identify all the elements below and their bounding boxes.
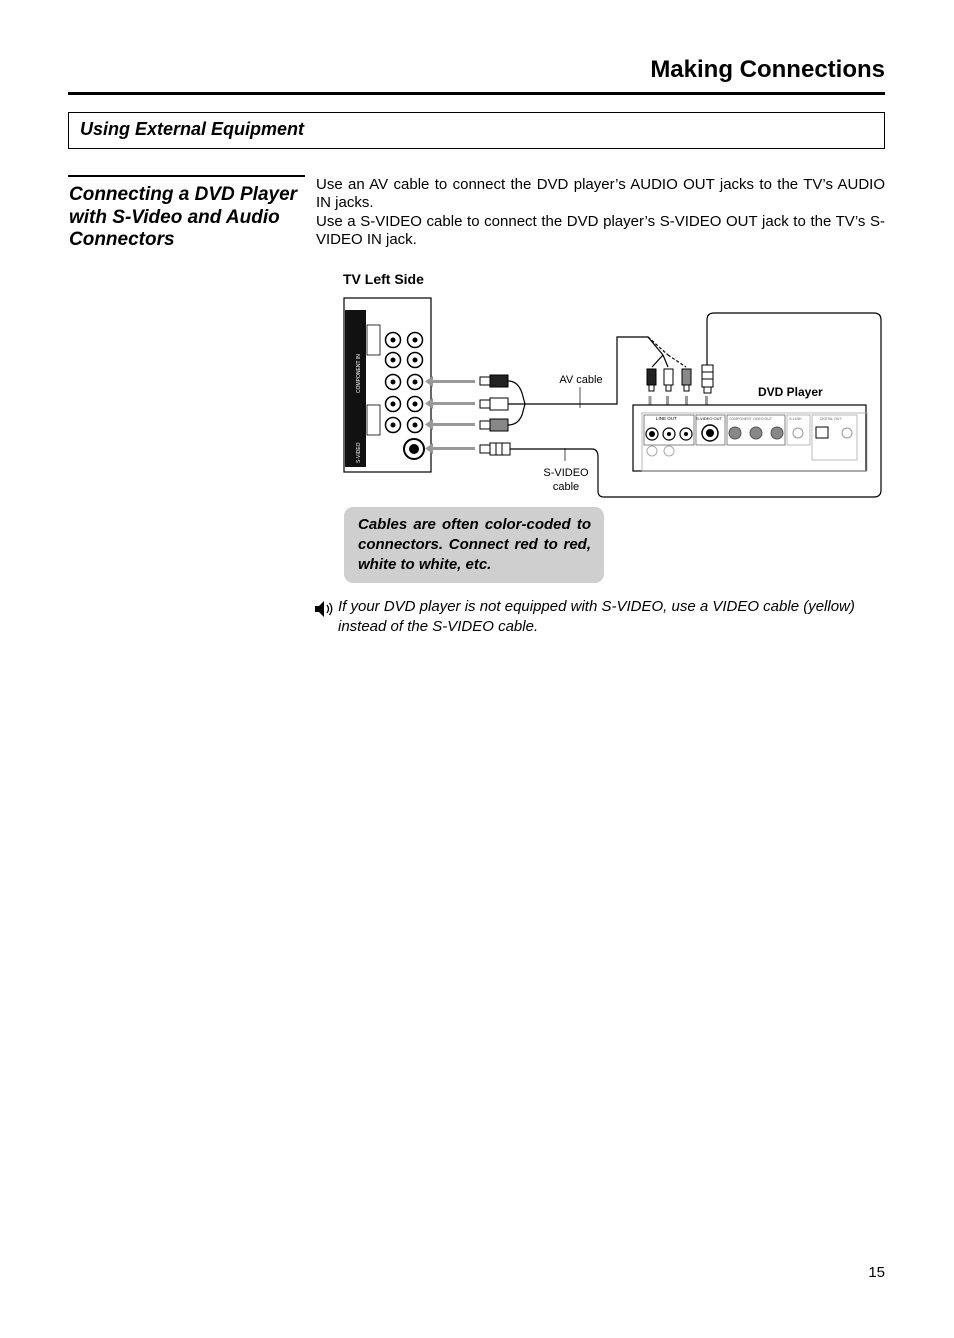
dvd-panel-label: S-VIDEO OUT (696, 416, 723, 421)
speaker-icon (314, 599, 336, 619)
title-divider (68, 92, 885, 95)
dvd-label: DVD Player (758, 385, 823, 399)
tv-panel-label: COMPONENT IN (356, 354, 362, 393)
svideo-plug (480, 443, 510, 455)
instruction-paragraph: Use a S-VIDEO cable to connect the DVD player’s S-VIDEO OUT jack to the TV’s S-VIDEO IN jack. (316, 212, 885, 248)
dvd-panel-label: LINE OUT (656, 416, 677, 421)
tv-label: TV Left Side (343, 271, 424, 287)
connection-arrows (425, 376, 475, 454)
connection-diagram (330, 265, 890, 505)
tv-panel-label: S-VIDEO (356, 442, 362, 463)
page-title: Making Connections (650, 56, 885, 83)
subsection-heading: Connecting a DVD Player with S-Video and Audio Connectors (69, 184, 298, 250)
tip-text: Cables are often color-coded to connectors. Connect red to red, white to white, etc. (358, 516, 591, 573)
tv-side-panel (344, 298, 431, 472)
dvd-panel-label: S-LINK (789, 416, 802, 421)
svideo-cable-label: S-VIDEO (543, 467, 589, 479)
dvd-end-plugs (647, 365, 713, 393)
tv-panel-label: AV OUT (368, 334, 374, 353)
instructions (316, 176, 885, 249)
page-number: 15 (868, 1264, 885, 1281)
tv-panel-label: AV IN (368, 417, 374, 430)
dvd-rear-panel (633, 405, 867, 471)
note-text: If your DVD player is not equipped with S-VIDEO, use a VIDEO cable (yellow) instead of the S-VIDEO cable. (338, 598, 855, 635)
section-header (68, 112, 885, 149)
dvd-panel-label: DIGITAL OUT (820, 417, 842, 421)
tip-box (344, 507, 604, 583)
subsection-divider (68, 175, 305, 177)
av-cable-plugs (480, 375, 508, 431)
dvd-panel-label: COMPONENT VIDEO OUT (729, 417, 772, 421)
svideo-cable-label: cable (552, 481, 580, 493)
av-cable-label: AV cable (559, 374, 603, 386)
section-title: Using External Equipment (80, 119, 305, 139)
instruction-paragraph: Use an AV cable to connect the DVD player’s AUDIO OUT jacks to the TV’s AUDIO IN jacks. (316, 176, 885, 212)
